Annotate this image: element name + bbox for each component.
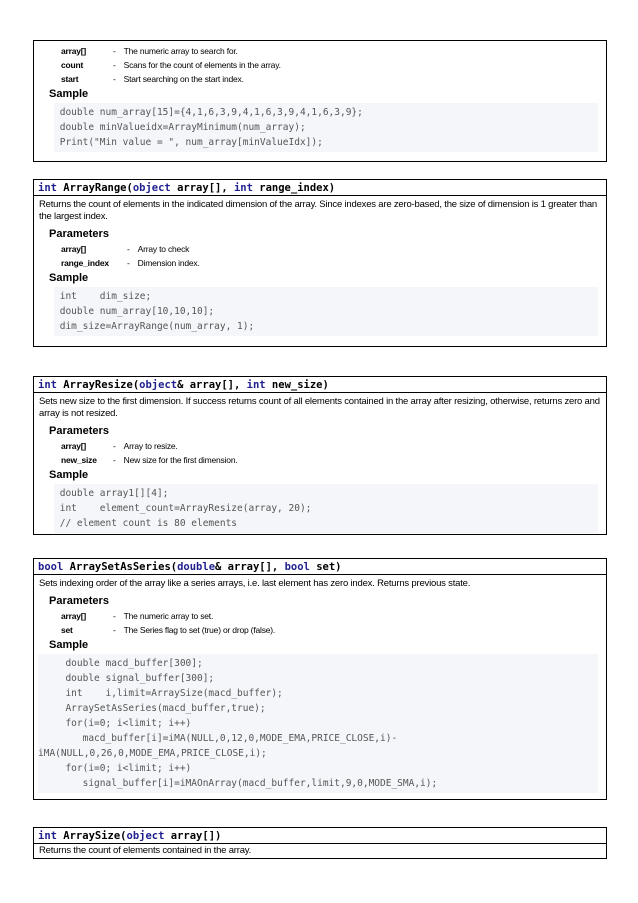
param-dash: -	[127, 258, 130, 268]
param-signature: & array[],	[177, 379, 247, 391]
param-desc: The numeric array to search for.	[123, 46, 238, 56]
params-table	[61, 439, 238, 467]
param-desc: Dimension index.	[137, 258, 200, 268]
param-signature: array[],	[170, 182, 234, 194]
return-type: int	[38, 830, 57, 842]
code-line: int element_count=ArrayResize(array, 20);	[54, 503, 312, 514]
param-row	[61, 453, 238, 467]
param-name: array[]	[61, 46, 87, 56]
param-row	[61, 72, 281, 86]
parameters-heading: Parameters	[49, 425, 109, 437]
param-type: object	[139, 379, 178, 391]
function-block-array-minimum	[33, 40, 607, 162]
sample-heading: Sample	[49, 88, 89, 100]
return-type: int	[38, 379, 57, 391]
function-signature	[34, 828, 606, 844]
param-dash: -	[113, 441, 116, 451]
function-name: ArraySize(	[56, 830, 127, 842]
param-row	[61, 439, 238, 453]
param-row	[61, 44, 281, 58]
param-type: int	[246, 379, 266, 391]
param-desc: Array to resize.	[123, 441, 178, 451]
parameters-heading: Parameters	[49, 595, 109, 607]
param-dash: -	[113, 60, 116, 70]
code-sample	[54, 103, 598, 152]
param-name: array[]	[61, 244, 87, 254]
function-signature	[34, 180, 606, 196]
param-name: array[]	[61, 441, 87, 451]
param-desc: Scans for the count of elements in the array.	[123, 60, 281, 70]
code-line: dim_size=ArrayRange(num_array, 1);	[54, 321, 255, 332]
function-description: Returns the count of elements in the indicated dimension of the array. Since indexes are zero-based, the size of dimension is 1 greater than the largest index.	[39, 199, 597, 222]
param-dash: -	[113, 611, 116, 621]
function-block-array-resize	[33, 376, 607, 535]
code-line: macd_buffer[i]=iMA(NULL,0,12,0,MODE_EMA,PRICE_CLOSE,i)-	[54, 733, 398, 744]
return-type: bool	[38, 561, 64, 573]
param-row	[61, 242, 200, 256]
param-desc: Array to check	[137, 244, 190, 254]
param-dash: -	[113, 74, 116, 84]
code-line: double signal_buffer[300];	[54, 673, 215, 684]
param-type: bool	[284, 561, 310, 573]
code-line: int dim_size;	[54, 291, 152, 302]
sample-heading: Sample	[49, 639, 89, 651]
sample-heading: Sample	[49, 469, 89, 481]
param-row	[61, 609, 275, 623]
param-type: object	[132, 182, 171, 194]
param-type: int	[233, 182, 253, 194]
param-name: count	[61, 60, 84, 70]
return-type: int	[38, 182, 57, 194]
param-signature: array[])	[164, 830, 222, 842]
function-description: Sets indexing order of the array like a series arrays, i.e. last element has zero index. Returns previous state.	[39, 578, 471, 589]
param-signature: & array[],	[215, 561, 285, 573]
param-dash: -	[113, 46, 116, 56]
param-signature: range_index)	[252, 182, 336, 194]
param-row	[61, 256, 200, 270]
function-signature	[34, 377, 606, 393]
code-line: ArraySetAsSeries(macd_buffer,true);	[54, 703, 266, 714]
param-dash: -	[113, 625, 116, 635]
param-name: new_size	[61, 455, 97, 465]
code-line: double num_array[15]={4,1,6,3,9,4,1,6,3,9,4,1,6,3,9};	[54, 107, 363, 118]
param-dash: -	[127, 244, 130, 254]
code-line: iMA(NULL,0,26,0,MODE_EMA,PRICE_CLOSE,i);	[38, 748, 267, 759]
params-table	[61, 242, 200, 270]
code-line: Print("Min value = ", num_array[minValueIdx]);	[54, 137, 323, 148]
code-sample	[38, 654, 598, 793]
code-line: double macd_buffer[300];	[54, 658, 203, 669]
code-line: // element count is 80 elements	[54, 518, 238, 529]
param-desc: New size for the first dimension.	[123, 455, 238, 465]
function-description: Sets new size to the first dimension. If success returns count of all elements contained in the array after resizing, otherwise, returns zero and array is not resized.	[39, 396, 600, 419]
param-type: object	[126, 830, 165, 842]
param-signature: set)	[309, 561, 342, 573]
params-table	[61, 609, 275, 637]
param-signature: new_size)	[265, 379, 329, 391]
code-line: for(i=0; i<limit; i++)	[54, 718, 192, 729]
function-description: Returns the count of elements contained in the array.	[39, 845, 252, 856]
param-name: set	[61, 625, 73, 635]
params-table	[61, 44, 281, 86]
code-line: for(i=0; i<limit; i++)	[54, 763, 192, 774]
code-line: double minValueidx=ArrayMinimum(num_array);	[54, 122, 306, 133]
code-line: double num_array[10,10,10];	[54, 306, 215, 317]
code-line: double array1[][4];	[54, 488, 169, 499]
code-sample	[54, 287, 598, 336]
parameters-heading: Parameters	[49, 228, 109, 240]
code-line: int i,limit=ArraySize(macd_buffer);	[54, 688, 283, 699]
function-block-array-size	[33, 827, 607, 859]
function-name: ArrayRange(	[56, 182, 133, 194]
param-desc: The Series flag to set (true) or drop (false).	[123, 625, 276, 635]
param-row	[61, 623, 275, 637]
param-type: double	[177, 561, 216, 573]
param-dash: -	[113, 455, 116, 465]
function-name: ArraySetAsSeries(	[63, 561, 178, 573]
code-line: signal_buffer[i]=iMAOnArray(macd_buffer,limit,9,0,MODE_SMA,i);	[54, 778, 438, 789]
param-desc: The numeric array to set.	[123, 611, 214, 621]
param-name: range_index	[61, 258, 109, 268]
function-block-array-range	[33, 179, 607, 347]
function-name: ArrayResize(	[56, 379, 140, 391]
code-sample	[54, 484, 598, 533]
function-signature	[34, 559, 606, 575]
param-name: start	[61, 74, 79, 84]
param-name: array[]	[61, 611, 87, 621]
sample-heading: Sample	[49, 272, 89, 284]
function-block-array-set-as-series	[33, 558, 607, 800]
param-row	[61, 58, 281, 72]
param-desc: Start searching on the start index.	[123, 74, 244, 84]
